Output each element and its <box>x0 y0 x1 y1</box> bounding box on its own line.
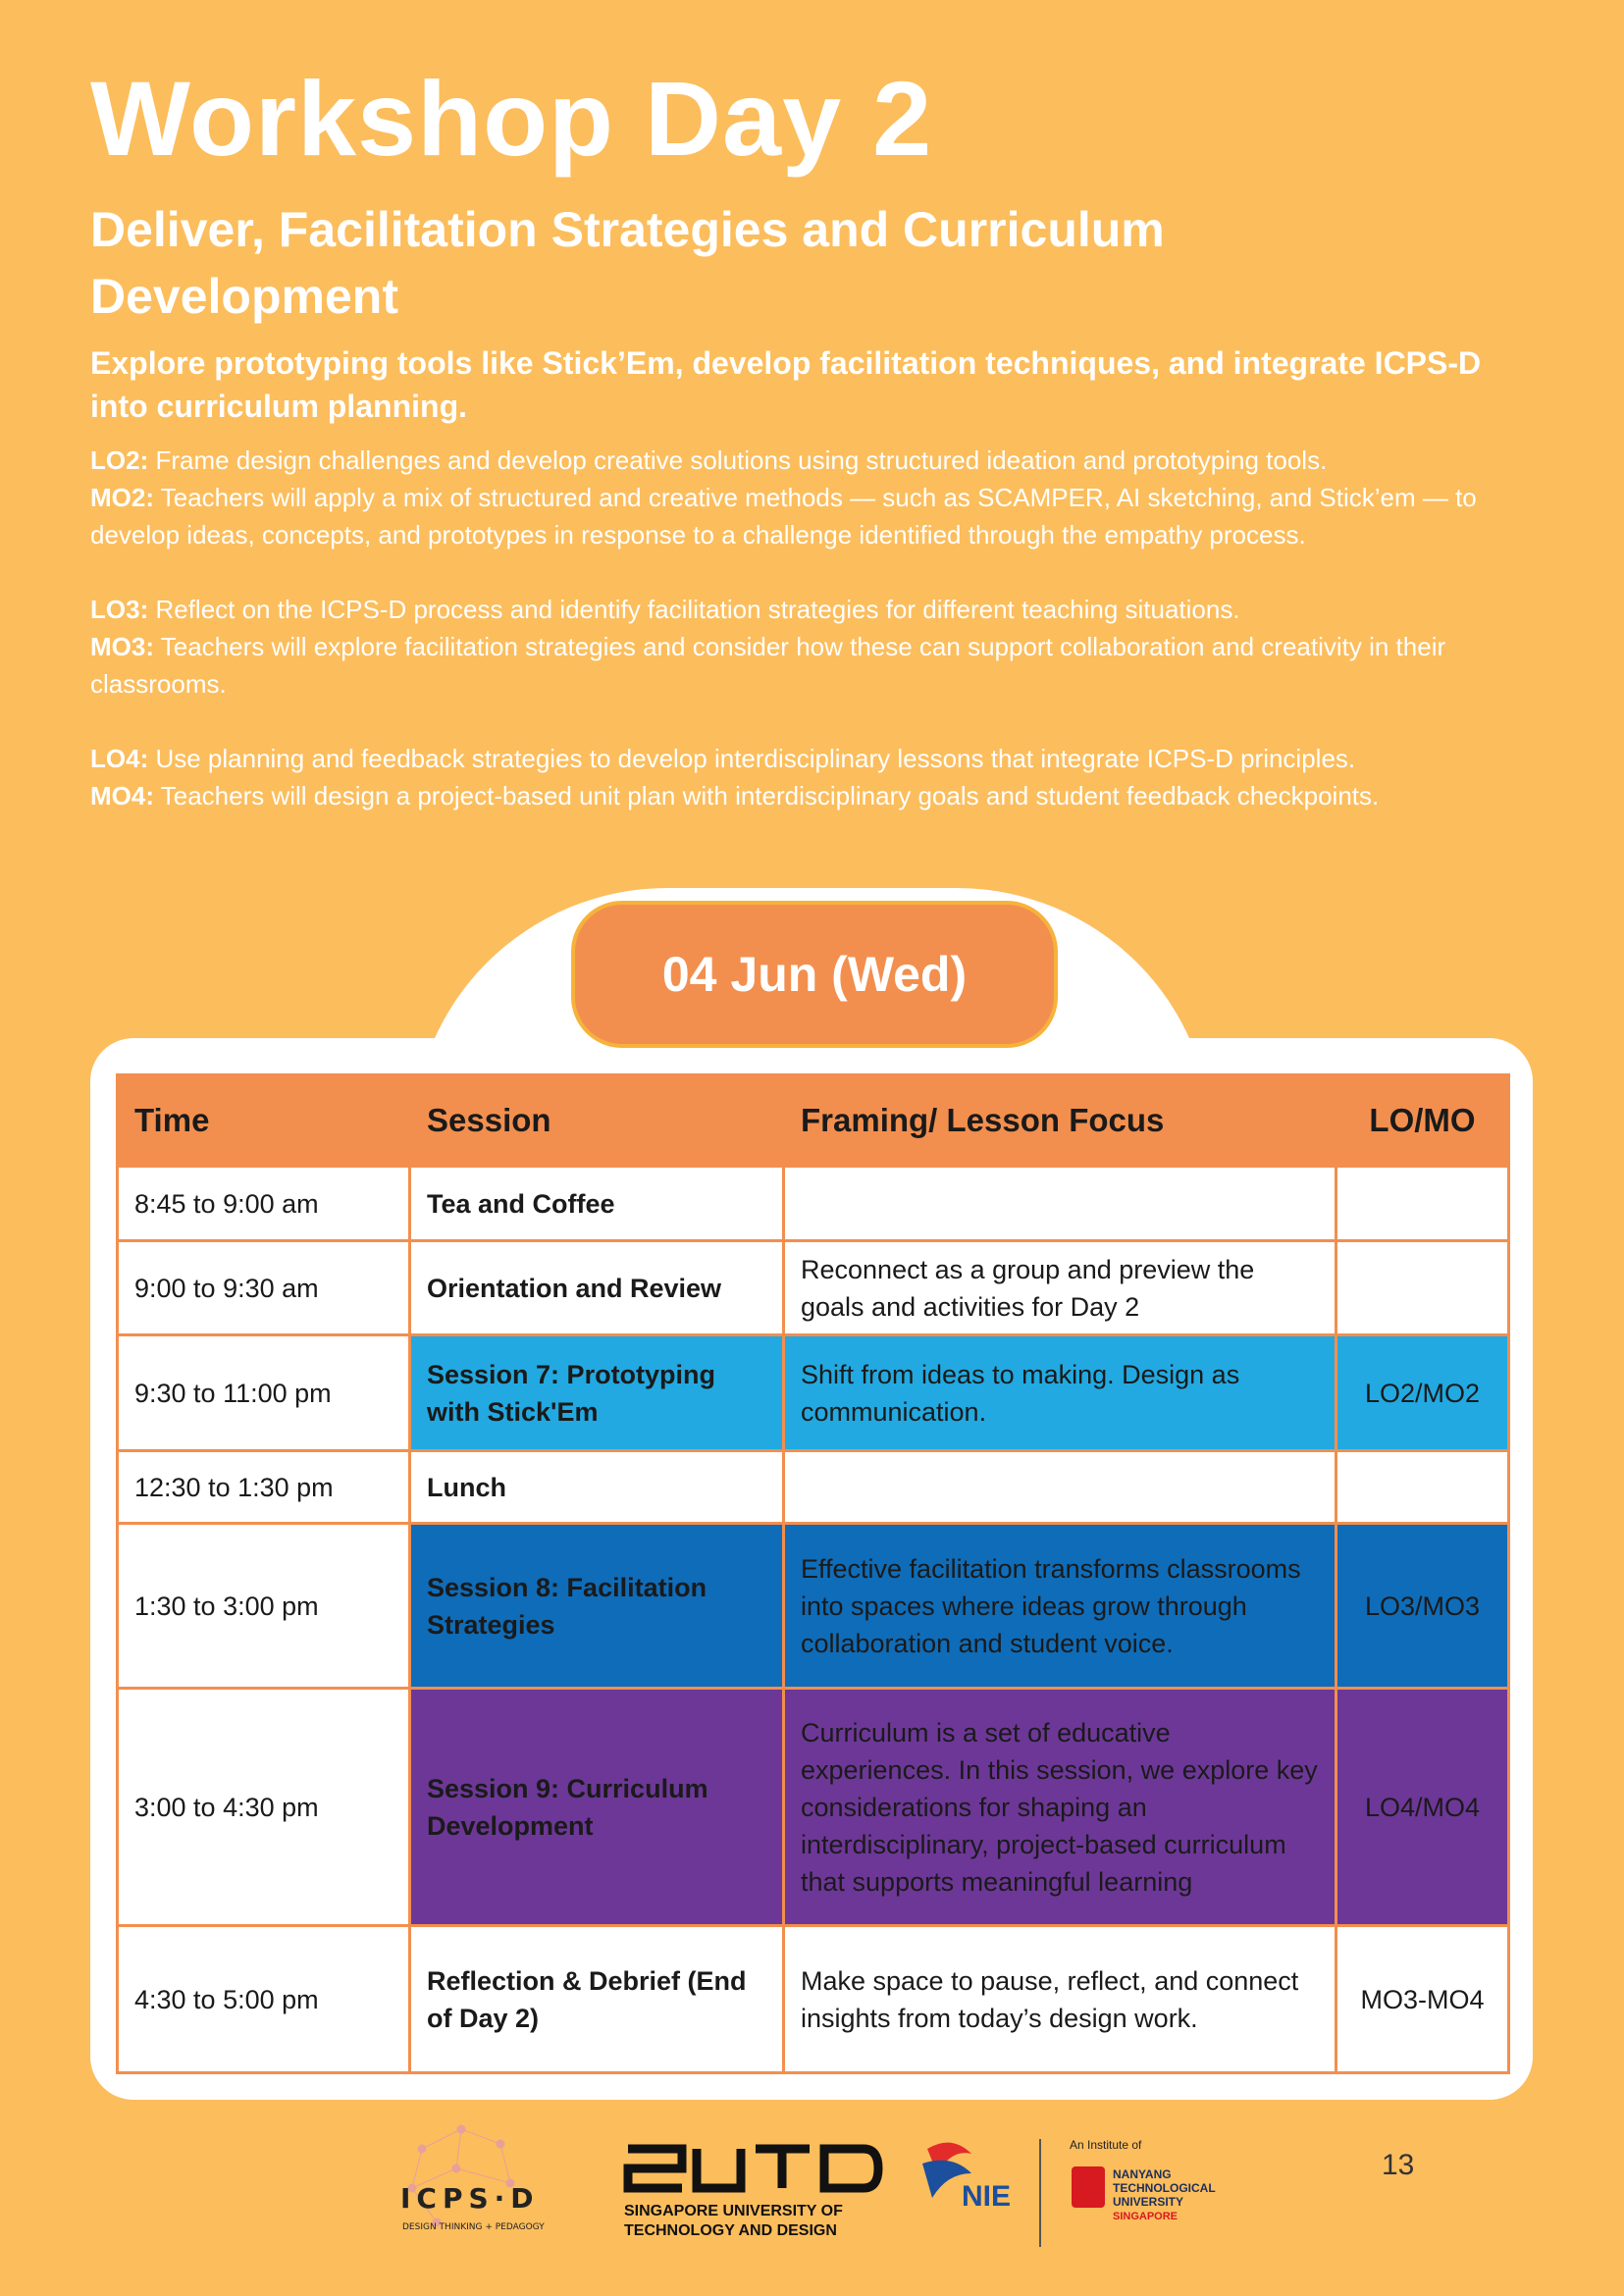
header-lomo: LO/MO <box>1336 1075 1509 1167</box>
page-number: 13 <box>1382 2149 1415 2181</box>
outcome-lo2: LO2: Frame design challenges and develop creative solutions using structured ideation and prototyping tools. <box>90 445 1328 475</box>
page-title: Workshop Day 2 <box>90 59 933 178</box>
partner-logos <box>393 2110 1315 2267</box>
svg-text:NANYANG: NANYANG <box>1113 2167 1172 2181</box>
table-row <box>118 1241 1509 1335</box>
svg-text:SINGAPORE: SINGAPORE <box>1113 2211 1179 2222</box>
outcome-lo4: LO4: Use planning and feedback strategies to develop interdisciplinary lessons that integrate ICPS-D principles. <box>90 744 1356 773</box>
date-badge: 04 Jun (Wed) <box>571 901 1058 1048</box>
svg-text:An Institute of: An Institute of <box>1070 2138 1142 2152</box>
time-cell: 8:45 to 9:00 am <box>118 1167 410 1241</box>
session-cell: Reflection & Debrief (End of Day 2) <box>410 1926 784 2073</box>
learning-outcomes <box>90 442 1543 814</box>
header-time: Time <box>118 1075 410 1167</box>
table-row <box>118 1524 1509 1689</box>
intro-text: Explore prototyping tools like Stick’Em, develop facilitation techniques, and integrate ICPS-D into curriculum planning. <box>90 345 1482 424</box>
lomo-cell <box>1336 1167 1509 1241</box>
svg-text:NIE: NIE <box>962 2180 1012 2213</box>
outcome-mo3: MO3: Teachers will explore facilitation strategies and consider how these can support collaboration and creativity in their classrooms. <box>90 632 1446 699</box>
ntu-logo <box>1070 2138 1216 2222</box>
focus-cell <box>784 1167 1336 1241</box>
lomo-cell: MO3-MO4 <box>1336 1926 1509 2073</box>
time-cell: 3:00 to 4:30 pm <box>118 1689 410 1926</box>
session-cell: Session 8: Facilitation Strategies <box>410 1524 784 1689</box>
session-cell: Orientation and Review <box>410 1241 784 1335</box>
focus-cell: Effective facilitation transforms classrooms into spaces where ideas grow through collaboration and student voice. <box>784 1524 1336 1689</box>
icpsd-logo <box>400 2125 545 2232</box>
outcome-mo2: MO2: Teachers will apply a mix of structured and creative methods — such as SCAMPER, AI sketching, and Stick’em — to develop ideas, concepts, and prototypes in response to a challenge identified through the empathy process. <box>90 483 1477 549</box>
table-row <box>118 1451 1509 1524</box>
lomo-cell <box>1336 1241 1509 1335</box>
session-cell: Session 7: Prototyping with Stick'Em <box>410 1335 784 1451</box>
nie-logo <box>922 2139 1040 2247</box>
focus-cell: Shift from ideas to making. Design as communication. <box>784 1335 1336 1451</box>
table-row <box>118 1167 1509 1241</box>
svg-text:UNIVERSITY: UNIVERSITY <box>1113 2195 1184 2209</box>
header-session: Session <box>410 1075 784 1167</box>
outcome-lo3: LO3: Reflect on the ICPS-D process and identify facilitation strategies for different teaching situations. <box>90 595 1240 624</box>
svg-text:ICPS·D: ICPS·D <box>400 2182 540 2215</box>
outcome-mo4: MO4: Teachers will design a project-based unit plan with interdisciplinary goals and student feedback checkpoints. <box>90 781 1380 810</box>
focus-cell: Make space to pause, reflect, and connect insights from today’s design work. <box>784 1926 1336 2073</box>
svg-text:SINGAPORE UNIVERSITY OF: SINGAPORE UNIVERSITY OF <box>624 2203 843 2219</box>
time-cell: 12:30 to 1:30 pm <box>118 1451 410 1524</box>
session-cell: Session 9: Curriculum Development <box>410 1689 784 1926</box>
svg-text:TECHNOLOGICAL: TECHNOLOGICAL <box>1113 2181 1216 2195</box>
page-subtitle: Deliver, Facilitation Strategies and Curriculum Development <box>90 202 1165 324</box>
session-cell: Tea and Coffee <box>410 1167 784 1241</box>
table-row <box>118 1335 1509 1451</box>
schedule-table <box>116 1073 1510 2074</box>
time-cell: 9:00 to 9:30 am <box>118 1241 410 1335</box>
table-row <box>118 1689 1509 1926</box>
lomo-cell: LO2/MO2 <box>1336 1335 1509 1451</box>
lomo-cell: LO3/MO3 <box>1336 1524 1509 1689</box>
sutd-logo <box>624 2149 878 2239</box>
table-row <box>118 1926 1509 2073</box>
time-cell: 4:30 to 5:00 pm <box>118 1926 410 2073</box>
lomo-cell <box>1336 1451 1509 1524</box>
focus-cell <box>784 1451 1336 1524</box>
focus-cell: Curriculum is a set of educative experiences. In this session, we explore key considerations for shaping an interdisciplinary, project-based curriculum that supports meaningful learning <box>784 1689 1336 1926</box>
time-cell: 9:30 to 11:00 pm <box>118 1335 410 1451</box>
svg-text:DESIGN THINKING + PEDAGOGY: DESIGN THINKING + PEDAGOGY <box>402 2222 545 2232</box>
session-cell: Lunch <box>410 1451 784 1524</box>
time-cell: 1:30 to 3:00 pm <box>118 1524 410 1689</box>
focus-cell: Reconnect as a group and preview the goals and activities for Day 2 <box>784 1241 1336 1335</box>
header-focus: Framing/ Lesson Focus <box>784 1075 1336 1167</box>
table-header-row <box>118 1075 1509 1167</box>
lomo-cell: LO4/MO4 <box>1336 1689 1509 1926</box>
svg-text:TECHNOLOGY AND DESIGN: TECHNOLOGY AND DESIGN <box>624 2222 837 2239</box>
